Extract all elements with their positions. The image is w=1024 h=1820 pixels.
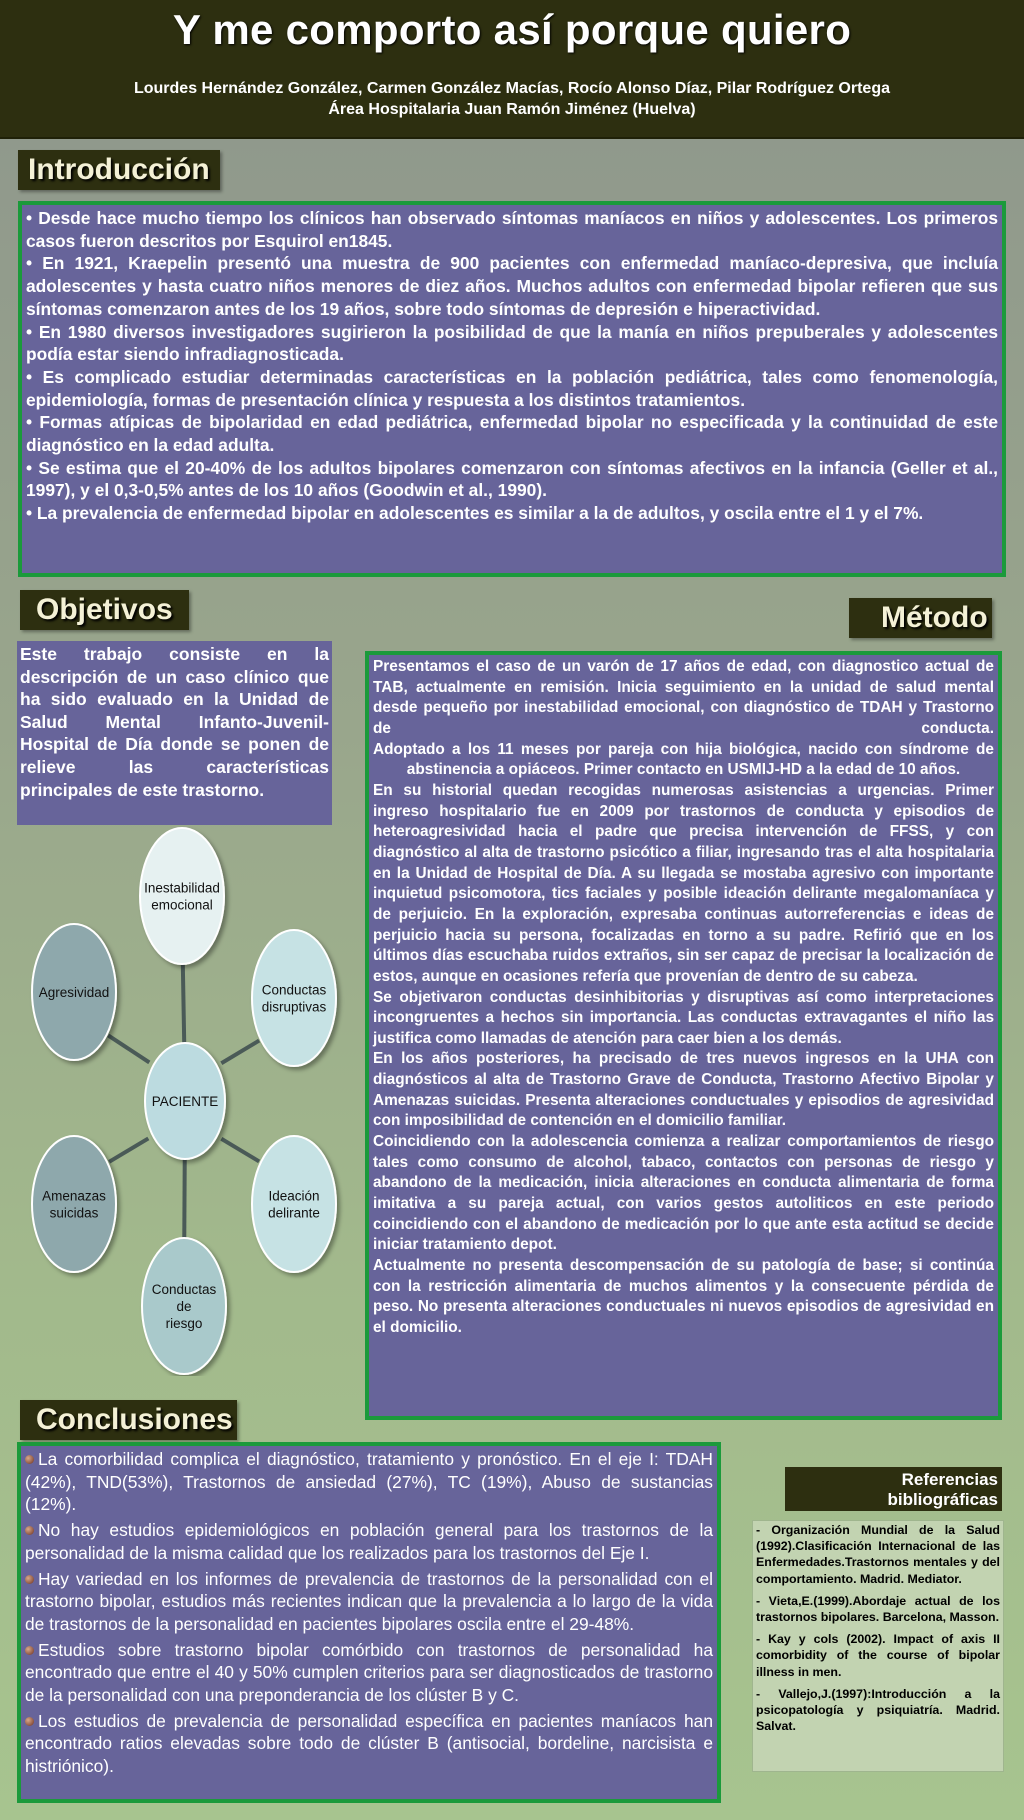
authors: Lourdes Hernández González, Carmen González Macías, Rocío Alonso Díaz, Pilar Rodríguez Ortega [133, 80, 890, 97]
metodo-paragraph: Adoptado a los 11 meses por pareja con hija biológica, nacido con síndrome de abstinencia a opiáceos. Primer contacto en USMIJ-HD a la edad de 10 años. [373, 740, 994, 779]
patient-diagram [28, 826, 358, 1376]
metodo-paragraph: En los años posteriores, ha precisado de tres nuevos ingresos en la UHA con diagnósticos al alta de Trastorno Grave de Conducta, Trastorno Afectivo Bipolar y Amenazas suicidas. Presenta alteraciones conductuales y episodios de agresividad con imposibilidad de contención en el domicilio familiar. [373, 1050, 994, 1130]
diagram-center-node [145, 1043, 225, 1159]
bullet-icon [25, 1646, 34, 1655]
diagram-node [32, 924, 116, 1060]
diagram-connector [184, 1156, 185, 1244]
diagram-node-label: delirante [268, 1205, 320, 1221]
introduccion-title: Introducción [18, 150, 220, 190]
referencias-title-line1: Referencias [901, 1470, 998, 1489]
diagram-connector [108, 1035, 149, 1062]
conclusion-text: No hay estudios epidemiológicos en población general para los trastornos de la personalidad de la misma calidad que los realizados para los trastornos del Eje I. [25, 1520, 713, 1563]
conclusion-text: Estudios sobre trastorno bipolar comórbido con trastornos de personalidad ha encontrado que entre el 40 y 50% cumplen criterios para ser diagnosticados de trastorno de la personalidad con una preponderancia de los clúster B y C. [25, 1639, 713, 1706]
reference-item: - Kay y cols (2002). Impact of axis II comorbidity of the course of bipolar illness in men. [756, 1632, 1000, 1679]
bullet-icon [25, 1526, 34, 1535]
referencias-title [785, 1467, 1002, 1511]
diagram-node-label: Agresividad [38, 985, 110, 1000]
diagram-connector [221, 1041, 259, 1064]
metodo-paragraph: Presentamos el caso de un varón de 17 años de edad, con diagnostico actual de TAB, actualmente en remisión. Inicia seguimiento en la unidad de salud mental desde pequeño por inestabilidad emocional, con diagnóstico de TDAH y Trastorno de conducta. [373, 658, 994, 737]
metodo-paragraph: Actualmente no presenta descompensación de su patología de base; si continúa con la restricción alimentaria de muchos alimentos y la consecuente pérdida de peso. No presenta alteraciones conductuales ni nuevos episodios de agresividad en el domicilio. [373, 1257, 994, 1336]
bullet-icon [25, 1717, 34, 1726]
conclusion-item [25, 1639, 713, 1707]
diagram-node [252, 930, 336, 1066]
conclusion-item [25, 1568, 713, 1636]
intro-paragraph: • Se estima que el 20-40% de los adultos bipolares comenzaron con síntomas afectivos en la infancia (Geller et al., 1997), y el 0,3-0,5% antes de los 10 años (Goodwin et al., 1990). [26, 457, 998, 501]
metodo-paragraph: En su historial quedan recogidas numerosas asistencias a urgencias. Primer ingreso hospitalario fue en 2009 por trastornos de conducta y episodios de heteroagresividad hacia el padre que precisa intervención de FFSS, y con diagnóstico al alta de trastorno psicótico a filiar, ingresando tras el alta hospitalaria en la Unidad de Hospital de Día. A su llegada se mostaba agresivo con importante inquietud psicomotora, tics faciales y posible ideación delirante megalomaníaca y de perjuicio. En la exploración, expresaba continuas autorreferencias e ideas de perjuicio hacia su persona, focalizadas en torno a su padre. Refirió que en los últimos días escuchaba ruidos extraños, sin ser capaz de precisar la localización de estos, aunque en ocasiones refería que provenían de dentro de su cabeza. [373, 781, 994, 985]
intro-paragraph: • En 1980 diversos investigadores sugirieron la posibilidad de que la manía en niños prepuberales y adolescentes podía estar siendo infradiagnosticada. [26, 321, 998, 365]
diagram-node [142, 1238, 226, 1374]
diagram-node [32, 1136, 116, 1272]
conclusion-item [25, 1519, 713, 1564]
diagram-node-shape [252, 1136, 336, 1272]
diagram-node-label: Conductas [261, 982, 327, 998]
diagram-node-label: de [176, 1299, 192, 1314]
reference-item: - Organización Mundial de la Salud (1992).Clasificación Internacional de las Enfermedades.Trastornos mentales y del comportamiento. Madrid. Mediator. [756, 1523, 1000, 1586]
conclusion-item [25, 1710, 713, 1778]
intro-paragraph: • La prevalencia de enfermedad bipolar en adolescentes es similar a la de adultos, y oscila entre el 1 y el 7%. [26, 503, 924, 524]
objetivos-text: Este trabajo consiste en la descripción de un caso clínico que ha sido evaluado en la Unidad de Salud Mental Infanto-Juvenil- Hospital de Día donde se ponen de relieve las características principales de este trastorno. [20, 644, 329, 800]
diagram-node-label: suicidas [49, 1205, 99, 1221]
diagram-node-label: disruptivas [261, 999, 327, 1015]
intro-paragraph: • Formas atípicas de bipolaridad en edad pediátrica, enfermedad bipolar no especificada y la continuidad de este diagnóstico en la edad adulta. [26, 412, 998, 456]
diagram-connector [109, 1138, 148, 1161]
reference-item: - Vieta,E.(1999).Abordaje actual de los trastornos bipolares. Barcelona, Masson. [756, 1593, 1000, 1625]
introduccion-box [18, 201, 1006, 577]
metodo-box [365, 651, 1002, 1420]
authors-block [0, 78, 1024, 120]
conclusion-text: Los estudios de prevalencia de personalidad específica en pacientes maníacos han encontrado ratios elevadas sobre todo de clúster B (antisocial, bordeline, narcisista e histriónico). [25, 1710, 713, 1777]
referencias-title-line2: bibliográficas [887, 1490, 998, 1509]
diagram-node-label: Amenazas [42, 1188, 106, 1204]
objetivos-title: Objetivos [20, 590, 189, 630]
objetivos-box [17, 641, 332, 825]
referencias-box [752, 1520, 1004, 1772]
diagram-connector [221, 1139, 259, 1162]
conclusion-text: La comorbilidad complica el diagnóstico, tratamiento y pronóstico. En el eje I: TDAH (42%), TND(53%), Trastornos de ansiedad (27%), TC (19%), Abuso de sustancias (12%). [25, 1449, 713, 1515]
conclusiones-title: Conclusiones [20, 1400, 237, 1440]
diagram-node-label: riesgo [165, 1316, 203, 1331]
bullet-icon [25, 1455, 34, 1464]
conclusion-text: Hay variedad en los informes de prevalencia de trastornos de la personalidad con el trastorno bipolar, estudios más recientes indican que la prevalencia a lo largo de la vida de trastornos de la personalidad en pacientes bipolares oscila entre el 29-48%. [25, 1568, 713, 1634]
metodo-title: Método [849, 598, 992, 638]
diagram-node [140, 828, 224, 964]
diagram-nodes [32, 828, 336, 1374]
conclusion-item [25, 1448, 713, 1516]
conclusiones-box [17, 1442, 721, 1803]
poster-title: Y me comporto así porque quiero [172, 6, 852, 53]
reference-item: - Vallejo,J.(1997):Introducción a la psicopatología y psiquiatría. Madrid. Salvat. [756, 1686, 1000, 1734]
bullet-icon [25, 1575, 34, 1584]
metodo-paragraph: Se objetivaron conductas desinhibitorias y disruptivas así como interpretaciones incongruentes a hechos sin importancia. Las conductas extravagantes el niño las justifica como llamadas de atención para caer bien a los demás. [373, 988, 994, 1047]
intro-paragraph: • En 1921, Kraepelin presentó una muestra de 900 pacientes con enfermedad maníaco-depresiva, que incluía adolescentes y hasta cuatro niños menores de diez años. Muchos adultos con enfermedad bipolar refieren que sus síntomas comenzaron antes de los 19 años, sobre todo síntomas de depresión e hiperactividad. [26, 253, 998, 319]
intro-paragraph: • Es complicado estudiar determinadas características en la población pediátrica, tales como fenomenología, epidemiología, formas de presentación clínica y respuesta a los distintos tratamientos. [26, 366, 998, 410]
diagram-node-label: Conductas [151, 1282, 217, 1297]
diagram-center-node-label: PACIENTE [151, 1094, 219, 1109]
diagram-node-shape [140, 828, 224, 964]
intro-paragraph: • Desde hace mucho tiempo los clínicos han observado síntomas maníacos en niños y adolescentes. Los primeros casos fueron descritos por Esquirol en1845. [26, 208, 998, 251]
affiliation: Área Hospitalaria Juan Ramón Jiménez (Huelva) [328, 101, 696, 118]
diagram-node-shape [252, 930, 336, 1066]
diagram-node-label: Ideación [268, 1188, 320, 1204]
metodo-paragraph: Coincidiendo con la adolescencia comienza a realizar comportamientos de riesgo tales como consumo de alcohol, tabaco, contactos con personas de riesgo y abandono de la medicación, inicia alteraciones en conducta alimentaria de forma imitativa a su pareja actual, con varios gestos autoliticos en este periodo coincidiendo con el abandono de medicación por lo que ante esta actitud se decide iniciar tratamiento depot. [373, 1133, 994, 1254]
diagram-node-label: emocional [151, 897, 213, 913]
diagram-node-label: Inestabilidad [144, 880, 220, 896]
diagram-node-shape [32, 1136, 116, 1272]
poster-header [0, 0, 1024, 139]
diagram-node [252, 1136, 336, 1272]
diagram-connector [183, 958, 185, 1046]
